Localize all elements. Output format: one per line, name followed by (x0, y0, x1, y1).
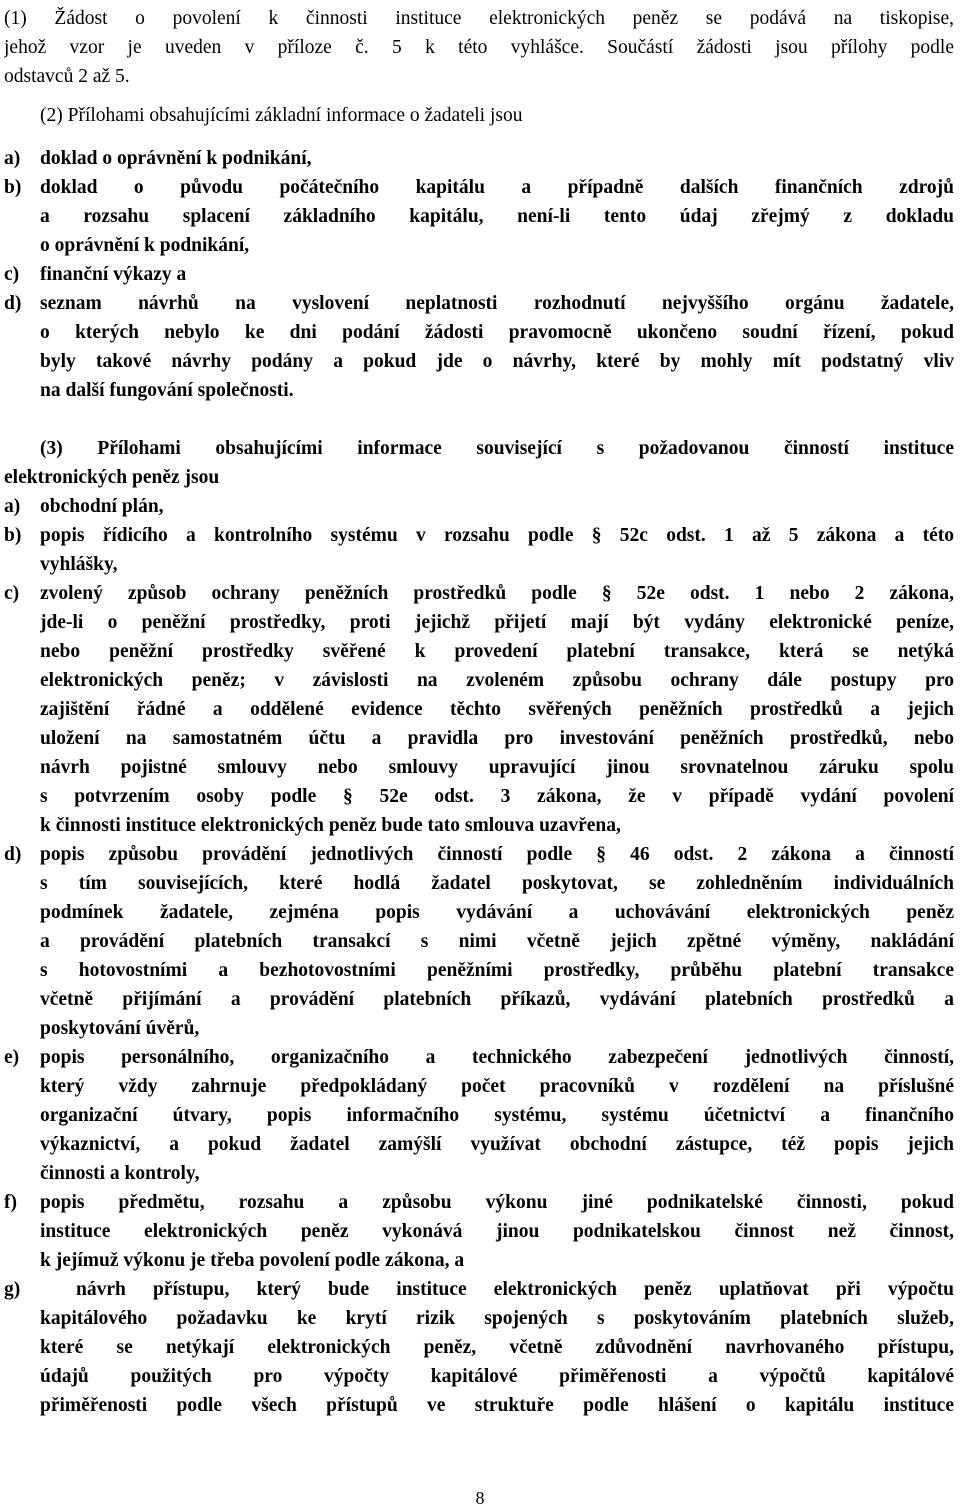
list-item-line: s hotovostními a bezhotovostními peněžními prostředky, průběhu platební transakce (40, 960, 954, 981)
list-marker: g) (4, 1279, 21, 1300)
list-item-line: které se netýkají elektronických peněz, včetně zdůvodnění navrhovaného přístupu, (40, 1337, 954, 1358)
list-item-line: a rozsahu splacení základního kapitálu, není-li tento údaj zřejmý z dokladu (40, 206, 954, 227)
list-marker: c) (4, 264, 20, 285)
list-item-line: kapitálového požadavku ke krytí rizik spojených s poskytováním platebních služeb, (40, 1308, 954, 1329)
para2-intro: (2) Přílohami obsahujícími základní informace o žadateli jsou (40, 105, 523, 126)
list-item-line: zvolený způsob ochrany peněžních prostředků podle § 52e odst. 1 nebo 2 zákona, (40, 583, 954, 604)
list-item-line: doklad o oprávnění k podnikání, (40, 148, 312, 169)
list-item-line: přiměřenosti podle všech přístupů ve struktuře podle hlášení o kapitálu instituce (40, 1395, 954, 1416)
para1-line-2: jehož vzor je uveden v příloze č. 5 k této vyhlášce. Součástí žádosti jsou přílohy podle (4, 37, 954, 58)
para3-intro-line-1: (3) Přílohami obsahujícími informace související s požadovanou činností instituce (40, 438, 954, 459)
page-number: 8 (475, 1488, 485, 1508)
list-item-line: který vždy zahrnuje předpokládaný počet pracovníků v rozdělení na příslušné (40, 1076, 954, 1097)
list-item-line: o oprávnění k podnikání, (40, 235, 250, 256)
list-item-line: popis předmětu, rozsahu a způsobu výkonu jiné podnikatelské činnosti, pokud (40, 1192, 954, 1213)
list-marker: a) (4, 496, 21, 517)
list-item-line: finanční výkazy a (40, 264, 187, 285)
list-item-line: s potvrzením osoby podle § 52e odst. 3 zákona, že v případě vydání povolení (40, 786, 954, 807)
list-item-line: vyhlášky, (40, 554, 118, 575)
list-item-line: byly takové návrhy podány a pokud jde o návrhy, které by mohly mít podstatný vliv (40, 351, 954, 372)
list-marker: d) (4, 293, 22, 314)
list-item-line: s tím souvisejících, které hodlá žadatel poskytovat, se zohledněním individuálních (40, 873, 954, 894)
list-item-line: podmínek žadatele, zejména popis vydávání a uchovávání elektronických peněz (40, 902, 954, 923)
list-item-line: seznam návrhů na vyslovení neplatnosti rozhodnutí nejvyššího orgánu žadatele, (40, 293, 954, 314)
para3-intro-line-2: elektronických peněz jsou (4, 467, 220, 488)
list-item-line: instituce elektronických peněz vykonává jinou podnikatelskou činnost než činnost, (40, 1221, 954, 1242)
list-marker: e) (4, 1047, 20, 1068)
list-item-line: zajištění řádné a oddělené evidence těchto svěřených peněžních prostředků a jejich (40, 699, 954, 720)
list-item-line: doklad o původu počátečního kapitálu a případně dalších finančních zdrojů (40, 177, 954, 198)
list-item-line: popis řídicího a kontrolního systému v rozsahu podle § 52c odst. 1 až 5 zákona a této (40, 525, 954, 546)
list-item-line: obchodní plán, (40, 496, 164, 517)
list-item-line: činnosti a kontroly, (40, 1163, 200, 1184)
list-item-line: poskytování úvěrů, (40, 1018, 200, 1039)
list-marker: f) (4, 1192, 17, 1213)
list-marker: c) (4, 583, 20, 604)
list-item-line: a provádění platebních transakcí s nimi včetně jejich zpětné výměny, nakládání (40, 931, 954, 952)
list-item-line: popis způsobu provádění jednotlivých činností podle § 46 odst. 2 zákona a činností (40, 844, 954, 865)
list-item-line: na další fungování společnosti. (40, 380, 294, 401)
list-item-line: včetně přijímání a provádění platebních příkazů, vydávání platebních prostředků a (40, 989, 954, 1010)
list-item-line: uložení na samostatném účtu a pravidla pro investování peněžních prostředků, nebo (40, 728, 954, 749)
list-item-line: nebo peněžní prostředky svěřené k provedení platební transakce, která se netýká (40, 641, 954, 662)
list-item-line: k jejímuž výkonu je třeba povolení podle zákona, a (40, 1250, 465, 1271)
list-item-line: o kterých nebylo ke dni podání žádosti pravomocně ukončeno soudní řízení, pokud (40, 322, 954, 343)
list-item-line: popis personálního, organizačního a technického zabezpečení jednotlivých činností, (40, 1047, 954, 1068)
list-marker: a) (4, 148, 21, 169)
list-marker: b) (4, 525, 22, 546)
list-item-line: výkaznictví, a pokud žadatel zamýšlí využívat obchodní zástupce, též popis jejich (40, 1134, 954, 1155)
list-item-line: k činnosti instituce elektronických peněz bude tato smlouva uzavřena, (40, 815, 621, 836)
para1-line-1: (1) Žádost o povolení k činnosti instituce elektronických peněz se podává na tiskopise, (4, 8, 954, 29)
list-marker: b) (4, 177, 22, 198)
list-item-line: návrh přístupu, který bude instituce elektronických peněz uplatňovat při výpočtu (76, 1279, 954, 1300)
list-item-line: organizační útvary, popis informačního systému, systému účetnictví a finančního (40, 1105, 954, 1126)
list-item-line: jde-li o peněžní prostředky, proti jejichž přijetí mají být vydány elektronické peníze, (40, 612, 954, 633)
list-marker: d) (4, 844, 22, 865)
list-item-line: elektronických peněz; v závislosti na zvoleném způsobu ochrany dále postupy pro (40, 670, 954, 691)
list-item-line: údajů použitých pro výpočty kapitálové přiměřenosti a výpočtů kapitálové (40, 1366, 954, 1387)
list-item-line: návrh pojistné smlouvy nebo smlouvy upravující jinou srovnatelnou záruku spolu (40, 757, 954, 778)
para1-line-3: odstavců 2 až 5. (4, 66, 130, 87)
